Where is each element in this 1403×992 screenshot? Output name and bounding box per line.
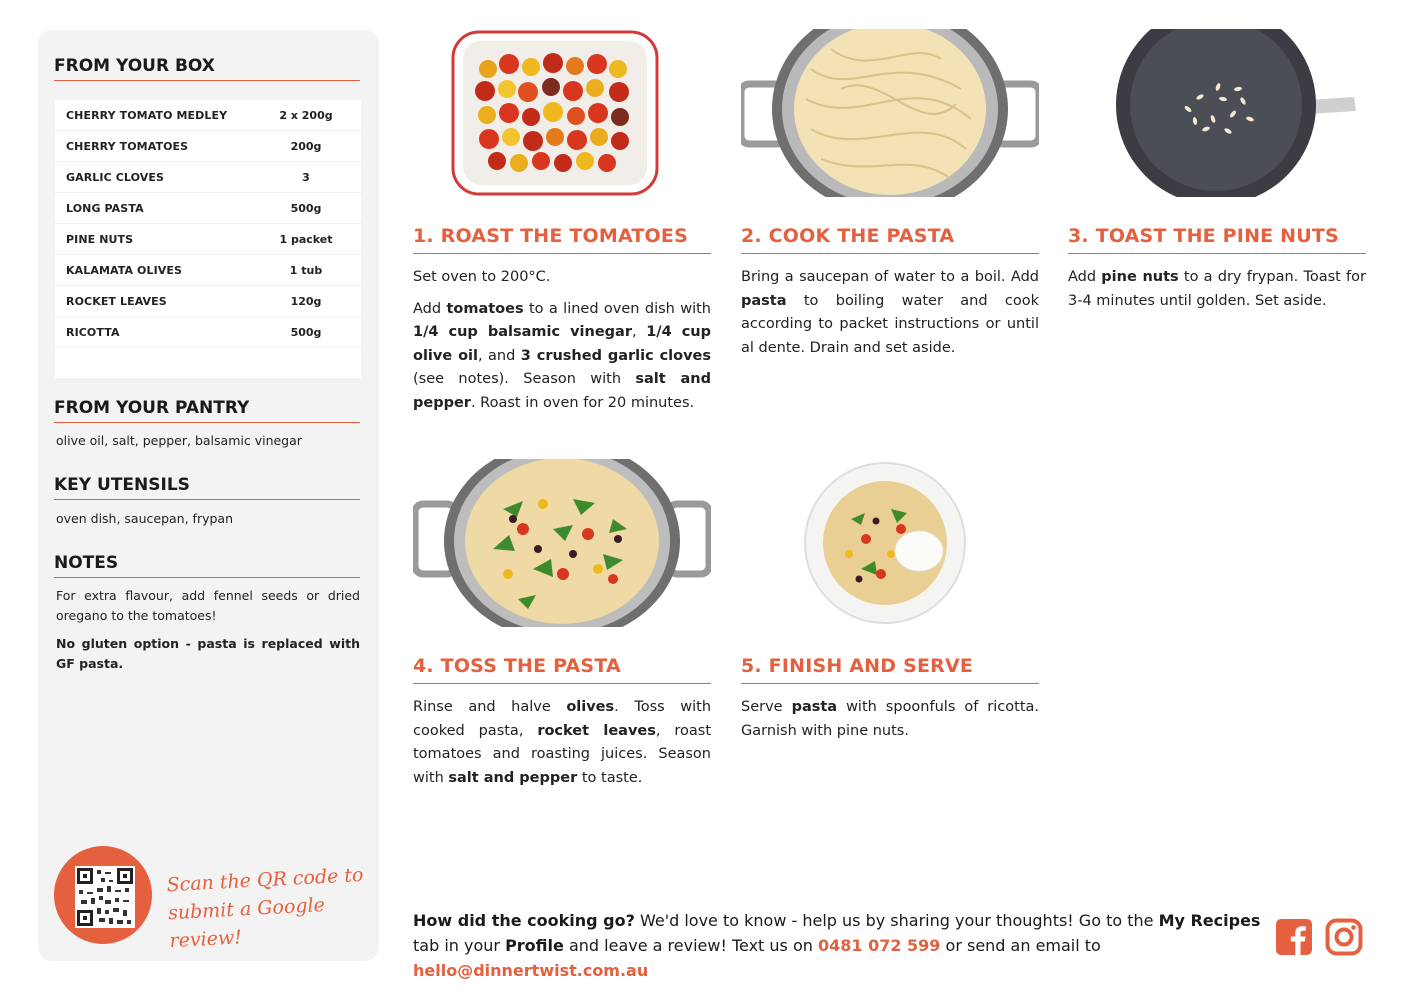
- qr-code-icon[interactable]: [75, 866, 135, 928]
- ingredient-name: GARLIC CLOVES: [66, 170, 165, 184]
- table-row: [55, 162, 361, 193]
- footer-lead: How did the cooking go?: [413, 911, 635, 930]
- qr-text-line-2: submit a Google review!: [167, 894, 326, 953]
- ingredient-qty: 1 tub: [289, 263, 323, 277]
- notes-text: For extra flavour, add fennel seeds or dried oregano to the tomatoes!: [56, 588, 360, 623]
- ingredient-name: CHERRY TOMATOES: [66, 139, 189, 153]
- step-1-text-1: Set oven to 200°C.: [413, 269, 551, 285]
- step-4-text: Rinse and halve olives. Toss with cooked pasta, rocket leaves, roast tomatoes and roasting juices. Season with salt and pepper to taste.: [413, 699, 712, 786]
- pasta-bowl-photo: [741, 459, 1039, 627]
- table-row: [55, 131, 361, 162]
- notes-title: NOTES: [54, 553, 360, 578]
- qr-review-text: [166, 861, 370, 955]
- ingredient-qty: 200g: [290, 139, 322, 153]
- ingredient-name: RICOTTA: [66, 325, 120, 339]
- facebook-icon[interactable]: [1275, 918, 1313, 956]
- step-title: 3. TOAST THE PINE NUTS: [1068, 225, 1366, 254]
- step-5-text: Serve pasta with spoonfuls of ricotta. Garnish with pine nuts.: [741, 699, 1039, 739]
- step-body: [413, 696, 711, 798]
- table-row: [55, 100, 361, 131]
- ingredient-qty: 3: [302, 170, 310, 184]
- step-3-text: Add pine nuts to a dry frypan. Toast for 3-4 minutes until golden. Set aside.: [1068, 269, 1366, 309]
- step-title: 4. TOSS THE PASTA: [413, 655, 711, 684]
- pantry-text: olive oil, salt, pepper, balsamic vinegar: [56, 433, 302, 448]
- ingredient-qty: 500g: [290, 201, 322, 215]
- email-link[interactable]: hello@dinnertwist.com.au: [413, 961, 649, 980]
- step-title: 2. COOK THE PASTA: [741, 225, 1039, 254]
- instagram-icon[interactable]: [1325, 918, 1363, 956]
- notes-gluten: No gluten option - pasta is replaced with GF pasta.: [56, 636, 360, 671]
- ingredient-name: KALAMATA OLIVES: [66, 263, 183, 277]
- box-title: FROM YOUR BOX: [54, 56, 360, 81]
- qr-code-badge[interactable]: [54, 846, 152, 944]
- utensils-title: KEY UTENSILS: [54, 475, 360, 500]
- ingredient-name: LONG PASTA: [66, 201, 144, 215]
- step-body: [1068, 266, 1366, 321]
- ingredient-name: PINE NUTS: [66, 232, 134, 246]
- review-footer: How did the cooking go? We'd love to know - help us by sharing your thoughts! Go to the My Recipes tab in your Profile and leave a review! Text us on 0481 072 599 or send an email to hello@dinnertwist.com.au: [413, 911, 1261, 980]
- table-row: [55, 224, 361, 255]
- pine-nuts-frypan-photo: [1068, 29, 1366, 197]
- ingredients-sidebar: [38, 30, 379, 961]
- ingredient-qty: 2 x 200g: [279, 108, 333, 122]
- tomatoes-photo: [413, 29, 711, 197]
- box-ingredients-table: [55, 100, 361, 378]
- table-row: [55, 193, 361, 224]
- tossed-pasta-photo: [413, 459, 711, 627]
- ingredient-qty: 1 packet: [279, 232, 333, 246]
- ingredient-name: CHERRY TOMATO MEDLEY: [66, 108, 228, 122]
- table-row: [55, 286, 361, 317]
- ingredient-qty: 500g: [290, 325, 322, 339]
- table-row: [55, 317, 361, 348]
- table-row: [55, 255, 361, 286]
- ingredient-name: ROCKET LEAVES: [66, 294, 167, 308]
- pasta-saucepan-photo: [741, 29, 1039, 197]
- step-title: 1. ROAST THE TOMATOES: [413, 225, 711, 254]
- step-body: [413, 266, 711, 423]
- phone-link[interactable]: 0481 072 599: [817, 936, 941, 955]
- step-title: 5. FINISH AND SERVE: [741, 655, 1039, 684]
- utensils-text: oven dish, saucepan, frypan: [56, 511, 233, 526]
- table-spacer: [55, 348, 361, 378]
- ingredient-qty: 120g: [290, 294, 322, 308]
- step-body: [741, 696, 1039, 751]
- step-2-text: Bring a saucepan of water to a boil. Add pasta to boiling water and cook according to packet instructions or until al dente. Drain and set aside.: [741, 269, 1039, 356]
- step-body: [741, 266, 1039, 368]
- pantry-title: FROM YOUR PANTRY: [54, 398, 360, 423]
- qr-text-line-1: Scan the QR code to: [166, 863, 364, 897]
- step-1-text-2: Add tomatoes to a lined oven dish with 1/4 cup balsamic vinegar, 1/4 cup olive oil, and 3 crushed garlic cloves (see notes). Season with salt and pepper. Roast in oven for 20 minutes.: [413, 300, 712, 411]
